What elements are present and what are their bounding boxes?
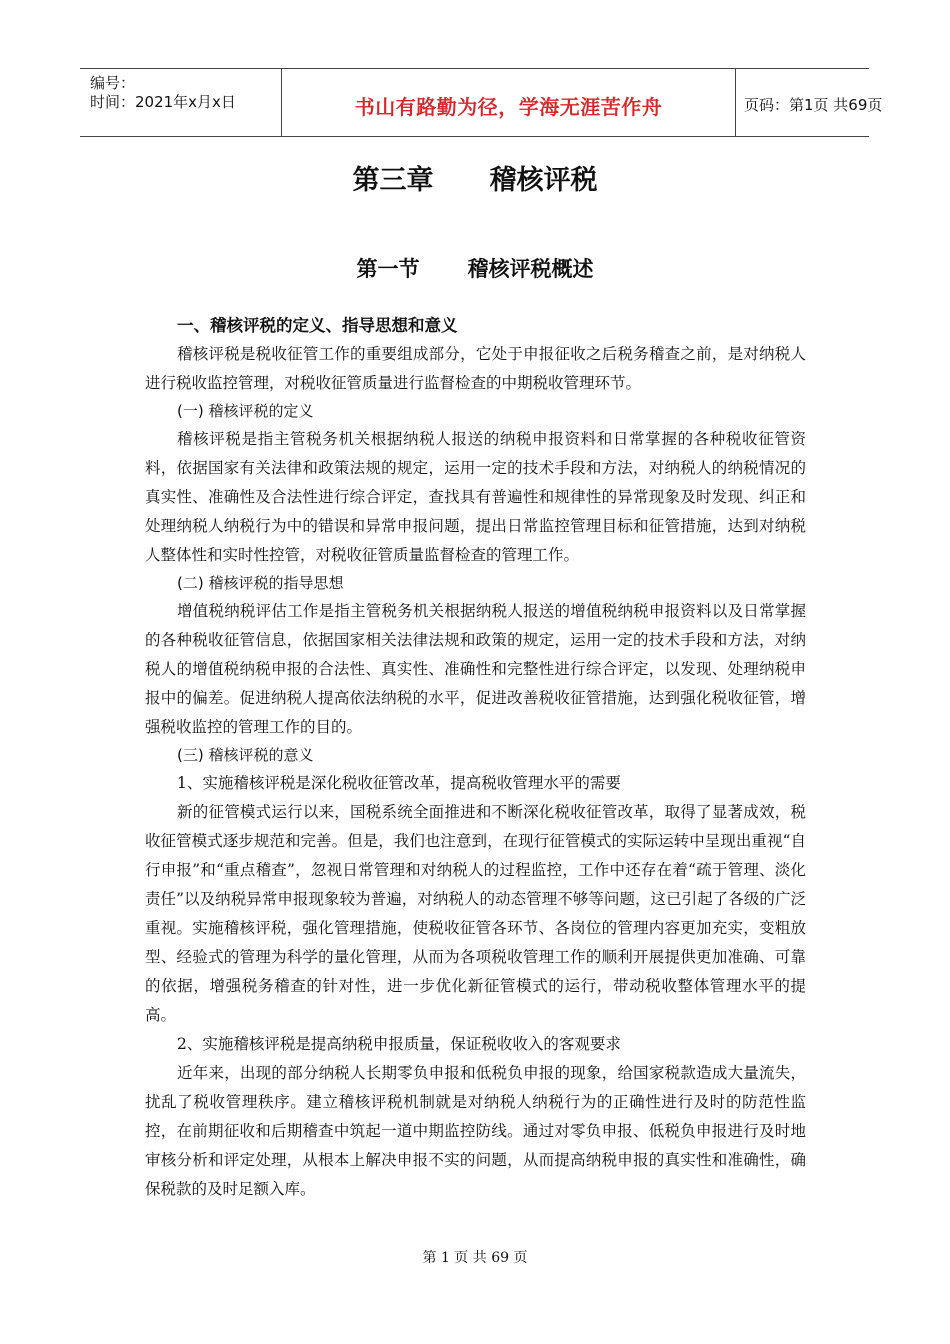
paragraph: 稽核评税是指主管税务机关根据纳税人报送的纳税申报资料和日常掌握的各种税收征管资料，依据国家有关法律和政策法规的规定，运用一定的技术手段和方法，对纳税人的纳税情况的真实性、准确性及合法性进行综合评定，查找具有普遍性和规律性的异常现象及时发现、纠正和处理纳税人纳税行为中的错误和异常申报问题，提出日常监控管理目标和征管措施，达到对纳税人整体性和实时性控管，对税收征管质量监督检查的管理工作。 bbox=[145, 430, 806, 564]
paragraph: 稽核评税是税收征管工作的重要组成部分，它处于申报征收之后税务稽查之前，是对纳税人进行税收监控管理，对税收征管质量进行监督检查的中期税收管理环节。 bbox=[145, 345, 806, 392]
subheading-guiding-thought: (二) 稽核评税的指导思想 bbox=[177, 574, 344, 592]
document-body bbox=[145, 312, 806, 1204]
chapter-title bbox=[0, 158, 950, 197]
header-meta-cell bbox=[80, 69, 281, 136]
section-number: 第一节 bbox=[356, 257, 420, 281]
serial-label: 编号： bbox=[90, 74, 136, 92]
paragraph: 新的征管模式运行以来，国税系统全面推进和不断深化税收征管改革，取得了显著成效，税收征管模式逐步规范和完善。但是，我们也注意到，在现行征管模式的实际运转中呈现出重视“自行申报”和“重点稽查”，忽视日常管理和对纳税人的过程监控，工作中还存在着“疏于管理、淡化责任”以及纳税异常申报现象较为普遍，对纳税人的动态管理不够等问题，这已引起了各级的广泛重视。实施稽核评税，强化管理措施，使税收征管各环节、各岗位的管理内容更加充实，变粗放型、经验式的管理为科学的量化管理，从而为各项税收管理工作的顺利开展提供更加准确、可靠的依据，增强税务稽查的针对性，进一步优化新征管模式的运行，带动税收整体管理水平的提高。 bbox=[145, 803, 806, 1024]
chapter-number: 第三章 bbox=[352, 165, 434, 196]
date-label: 时间：2021年x月x日 bbox=[90, 93, 236, 111]
section-name: 稽核评税概述 bbox=[467, 257, 594, 281]
motto: 书山有路勤为径，学海无涯苦作舟 bbox=[354, 95, 663, 119]
subheading-significance: (三) 稽核评税的意义 bbox=[177, 746, 314, 764]
header-page-cell bbox=[736, 69, 883, 136]
page-footer: 第 1 页 共 69 页 bbox=[422, 1250, 528, 1266]
heading-1: 一、稽核评税的定义、指导思想和意义 bbox=[177, 316, 458, 335]
section-title bbox=[0, 253, 950, 283]
page-info: 页码：第1页 共69页 bbox=[744, 96, 883, 114]
paragraph: 近年来，出现的部分纳税人长期零负申报和低税负申报的现象，给国家税款造成大量流失，扰乱了税收管理秩序。建立稽核评税机制就是对纳税人纳税行为的正确性进行及时的防范性监控，在前期征收和后期稽查中筑起一道中期监控防线。通过对零负申报、低税负申报进行及时地审核分析和评定处理，从根本上解决申报不实的问题，从而提高纳税申报的真实性和准确性，确保税款的及时足额入库。 bbox=[145, 1064, 806, 1198]
header-table bbox=[80, 68, 883, 137]
paragraph-item-1: 1、实施稽核评税是深化税收征管改革，提高税收管理水平的需要 bbox=[177, 774, 621, 792]
paragraph-item-2: 2、实施稽核评税是提高纳税申报质量，保证税收收入的客观要求 bbox=[177, 1035, 621, 1053]
chapter-name: 稽核评税 bbox=[489, 165, 598, 196]
subheading-definition: (一) 稽核评税的定义 bbox=[177, 402, 314, 420]
paragraph: 增值税纳税评估工作是指主管税务机关根据纳税人报送的增值税纳税申报资料以及日常掌握的各种税收征管信息，依据国家相关法律法规和政策的规定，运用一定的技术手段和方法，对纳税人的增值税纳税申报的合法性、真实性、准确性和完整性进行综合评定，以发现、处理纳税申报中的偏差。促进纳税人提高依法纳税的水平，促进改善税收征管措施，达到强化税收征管，增强税收监控的管理工作的目的。 bbox=[145, 602, 806, 736]
header-motto-cell bbox=[281, 69, 736, 136]
